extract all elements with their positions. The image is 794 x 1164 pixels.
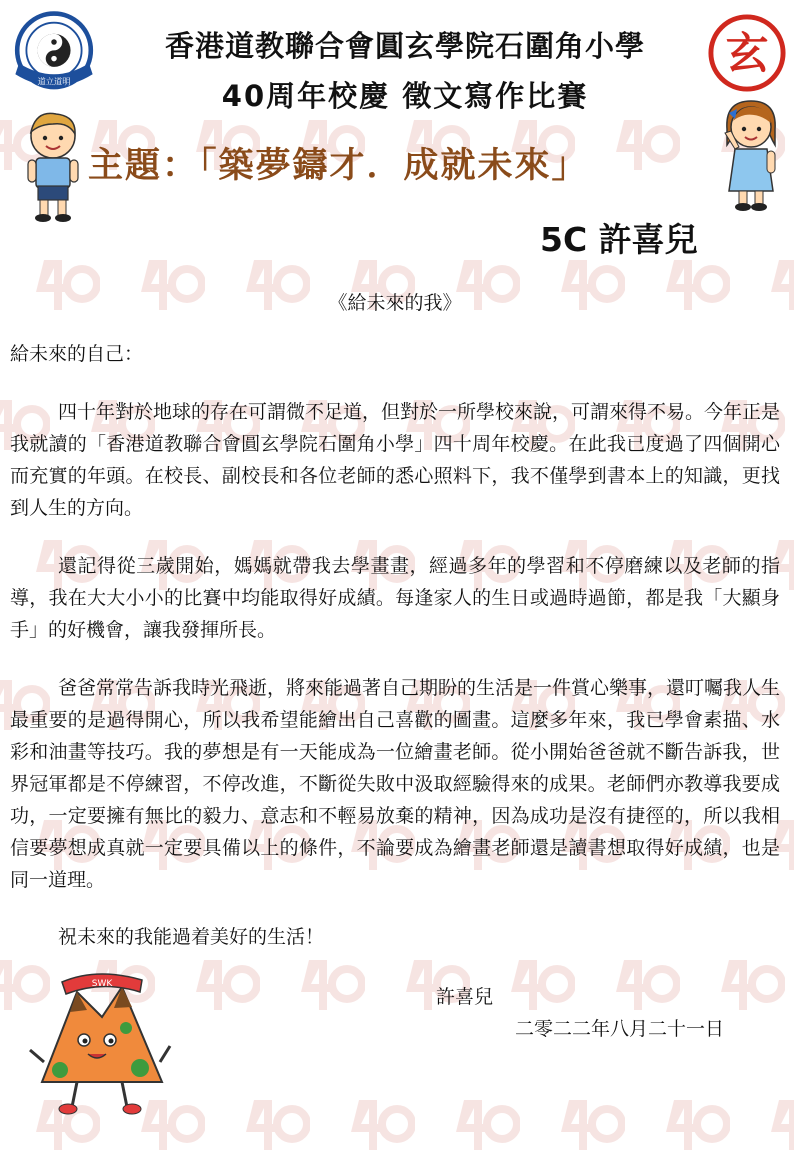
theme-heading: 主題：「築夢鑄才．成就未來」	[88, 146, 589, 186]
school-logo	[8, 8, 100, 100]
watermark-40-icon	[295, 950, 365, 1020]
svg-text:SWK: SWK	[91, 979, 113, 989]
letter-signature: 許喜兒	[436, 986, 494, 1008]
watermark-40-icon	[240, 1090, 310, 1160]
emblem-icon	[706, 12, 788, 94]
page-header	[0, 0, 794, 120]
event-title: 40周年校慶 徵文寫作比賽	[221, 79, 589, 113]
watermark-40-icon	[610, 950, 680, 1020]
mountain-mascot	[22, 962, 172, 1117]
watermark-40-icon	[715, 950, 785, 1020]
letter-paragraph: 爸爸常常告訴我時光飛逝，將來能過著自己期盼的生活是一件賞心樂事，還叮囑我人生最重要的是過得開心，所以我希望能繪出自己喜歡的圖畫。這麼多年來，我已學會素描、水彩和油畫等技巧。我的夢想是有一天能成為一位繪畫老師。從小開始爸爸就不斷告訴我，世界冠軍都是不停練習，不停改進，不斷從失敗中汲取經驗得來的成果。老師們亦教導我要成功，一定要擁有無比的毅力、意志和不輕易放棄的精神，因為成功是沒有捷徑的，所以我相信要夢想成真就一定要具備以上的條件，不論要成為繪畫老師還是讀書想取得好成績，也是同一道理。	[10, 677, 781, 891]
svg-text:道立道明: 道立道明	[37, 76, 71, 87]
watermark-40-icon	[505, 950, 575, 1020]
watermark-40-icon	[765, 1090, 794, 1160]
author-label: 5C 許喜兒	[540, 220, 698, 259]
letter-date: 二零二二年八月二十一日	[515, 1018, 725, 1040]
letter-closing: 祝未來的我能過着美好的生活！	[58, 926, 325, 948]
watermark-40-icon	[190, 950, 260, 1020]
school-name: 香港道教聯合會圓玄學院石圍角小學	[164, 29, 645, 63]
letter-salutation: 給未來的自己：	[10, 343, 144, 365]
watermark-40-icon	[450, 1090, 520, 1160]
svg-text:玄: 玄	[725, 28, 769, 79]
watermark-40-icon	[660, 1090, 730, 1160]
watermark-40-icon	[345, 1090, 415, 1160]
letter-title: 《給未來的我》	[328, 292, 462, 314]
letter-body	[10, 288, 780, 949]
watermark-40-icon	[555, 1090, 625, 1160]
letter-paragraph: 還記得從三歲開始，媽媽就帶我去學畫畫，經過多年的學習和不停磨練以及老師的指導，我在大大小小的比賽中均能取得好成績。每逢家人的生日或過時過節，都是我「大顯身手」的好機會，讓我發揮所長。	[10, 555, 780, 641]
boy-illustration	[18, 108, 88, 223]
letter-paragraph: 四十年對於地球的存在可謂微不足道，但對於一所學校來說，可謂來得不易。今年正是我就讀的「香港道教聯合會圓玄學院石圍角小學」四十周年校慶。在此我已度過了四個開心而充實的年頭。在校長、副校長和各位老師的悉心照料下，我不僅學到書本上的知識，更找到人生的方向。	[10, 401, 781, 519]
